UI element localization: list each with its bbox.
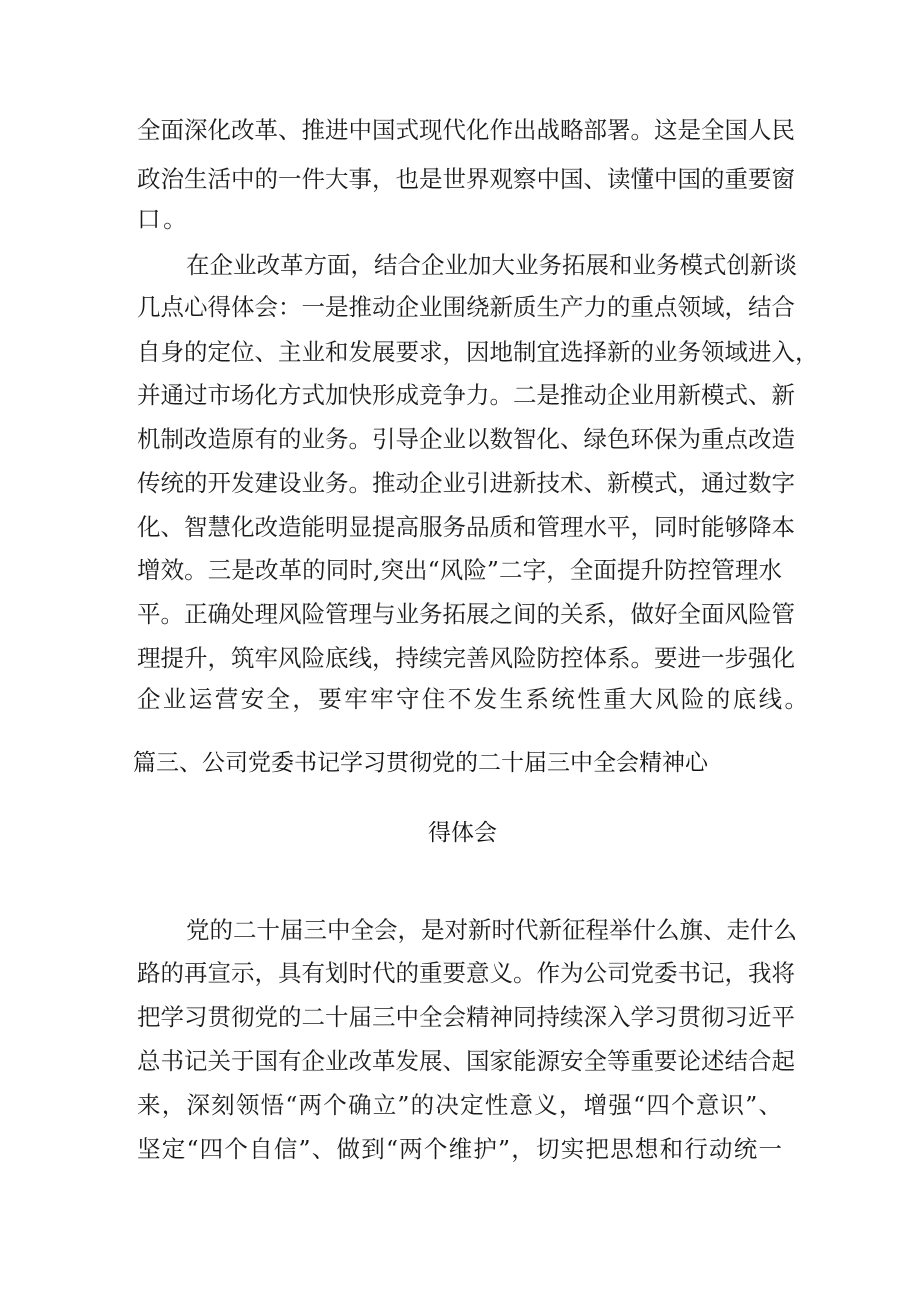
paragraph-line: 增效。三是改革的同时,突出“风险”二字，全面提升防控管理水 xyxy=(137,556,782,584)
paragraph-line: 自身的定位、主业和发展要求，因地制宜选择新的业务领域进入， xyxy=(137,338,819,366)
paragraph-line: 总书记关于国有企业改革发展、国家能源安全等重要论述结合起 xyxy=(137,1047,795,1075)
paragraph-line: 并通过市场化方式加快形成竞争力。二是推动企业用新模式、新 xyxy=(137,381,795,409)
paragraph-line: 化、智慧化改造能明显提高服务品质和管理水平，同时能够降本 xyxy=(137,513,795,541)
paragraph-line: 全面深化改革、推进中国式现代化作出战略部署。这是全国人民 xyxy=(137,116,795,144)
paragraph-line: 在企业改革方面，结合企业加大业务拓展和业务模式创新谈 xyxy=(186,251,797,279)
paragraph-line: 把学习贯彻党的二十届三中全会精神同持续深入学习贯彻习近平 xyxy=(137,1003,795,1031)
paragraph-line: 口。 xyxy=(137,205,190,233)
paragraph-line: 机制改造原有的业务。引导企业以数智化、绿色环保为重点改造 xyxy=(137,425,795,453)
paragraph-line: 党的二十届三中全会，是对新时代新征程举什么旗、走什么 xyxy=(186,916,797,944)
paragraph-line: 平。正确处理风险管理与业务拓展之间的关系，做好全面风险管 xyxy=(137,600,795,628)
paragraph-line: 来，深刻领悟“两个确立”的决定性意义，增强“四个意识”、 xyxy=(137,1091,782,1119)
paragraph-line: 传统的开发建设业务。推动企业引进新技术、新模式，通过数字 xyxy=(137,469,795,497)
paragraph-line: 企业运营安全，要牢牢守住不发生系统性重大风险的底线。 xyxy=(137,685,811,713)
paragraph-line: 路的再宣示，具有划时代的重要意义。作为公司党委书记，我将 xyxy=(137,959,795,987)
paragraph-line: 政治生活中的一件大事，也是世界观察中国、读懂中国的重要窗 xyxy=(137,165,795,193)
paragraph-line: 理提升，筑牢风险底线，持续完善风险防控体系。要进一步强化 xyxy=(137,644,795,672)
section-heading: 篇三、公司党委书记学习贯彻党的二十届三中全会精神心 xyxy=(133,750,708,776)
paragraph-line: 坚定“四个自信”、做到“两个维护”，切实把思想和行动统一 xyxy=(137,1135,782,1163)
section-heading-continuation: 得体会 xyxy=(428,820,497,846)
paragraph-line: 几点心得体会：一是推动企业围绕新质生产力的重点领域，结合 xyxy=(137,293,795,321)
